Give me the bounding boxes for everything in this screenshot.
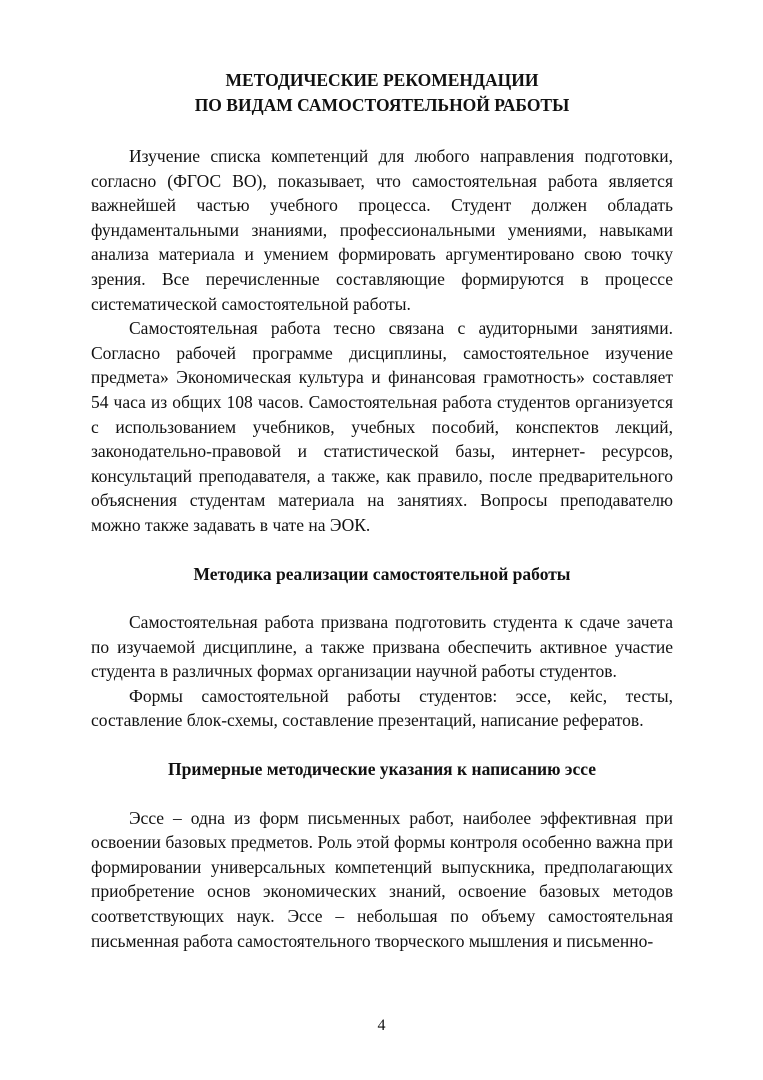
document-title-line-2: ПО ВИДАМ САМОСТОЯТЕЛЬНОЙ РАБОТЫ xyxy=(194,95,570,115)
page-number: 4 xyxy=(377,1017,386,1034)
section-heading: Примерные методические указания к написанию эссе xyxy=(168,759,596,780)
paragraph: Самостоятельная работа призвана подготовить студента к сдаче зачета по изучаемой дисциплине, а также призвана обеспечить активное участие студента в различных формах организации научной работы студентов. xyxy=(91,612,673,682)
document-title-line-1: МЕТОДИЧЕСКИЕ РЕКОМЕНДАЦИИ xyxy=(225,70,539,90)
document-page xyxy=(91,68,673,953)
paragraph: Эссе – одна из форм письменных работ, наиболее эффективная при освоении базовых предметов. Роль этой формы контроля особенно важна при формировании универсальных компетенций выпускника, предполагающих приобретение основ экономических знаний, освоение базовых методов соответствующих наук. Эссе – небольшая по объему самостоятельная письменная работа самостоятельного творческого мышления и письменно- xyxy=(91,807,673,951)
section-heading: Методика реализации самостоятельной работы xyxy=(193,563,571,584)
paragraph: Самостоятельная работа тесно связана с аудиторными занятиями. Согласно рабочей программе дисциплины, самостоятельное изучение предмета» Экономическая культура и финансовая грамотность» составляет 54 часа из общих 108 часов. Самостоятельная работа студентов организуется с использованием учебников, учебных пособий, конспектов лекций, законодательно-правовой и статистической базы, интернет- ресурсов, консультаций преподавателя, а также, как правило, после предварительного объяснения студентам материала на занятиях. Вопросы преподавателю можно также задавать в чате на ЭОК. xyxy=(91,318,673,535)
paragraph: Формы самостоятельной работы студентов: эссе, кейс, тесты, составление блок-схемы, составление презентаций, написание рефератов. xyxy=(91,685,673,731)
paragraph: Изучение списка компетенций для любого направления подготовки, согласно (ФГОС ВО), показывает, что самостоятельная работа является важнейшей частью учебного процесса. Студент должен обладать фундаментальными знаниями, профессиональными умениями, навыками анализа материала и умением формировать аргументировано свою точку зрения. Все перечисленные составляющие формируются в процессе систематической самостоятельной работы. xyxy=(91,146,673,314)
